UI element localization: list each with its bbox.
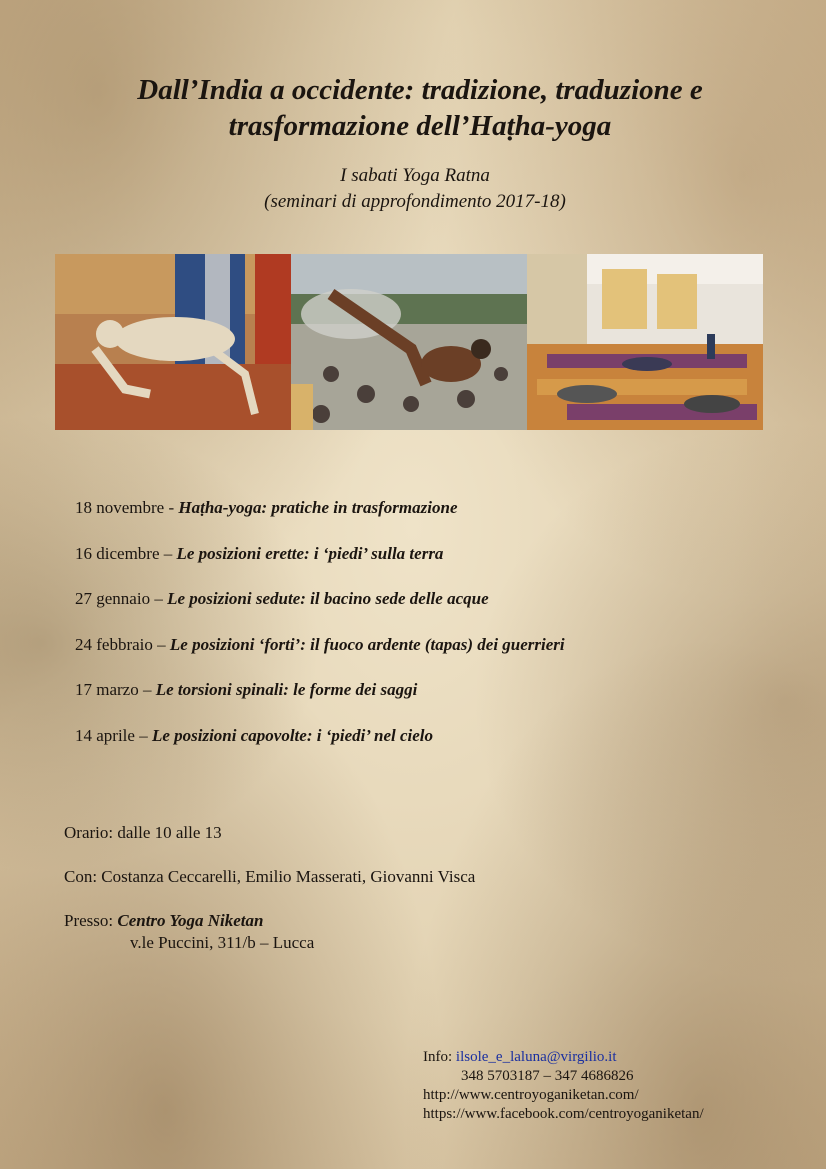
schedule-text: Orario: dalle 10 alle 13 (64, 823, 222, 842)
title-line-1: Dall’India a occidente: tradizione, traduzione e (137, 74, 703, 106)
email-link[interactable]: ilsole_e_laluna@virgilio.it (455, 1049, 617, 1065)
session-topic: Le torsioni spinali: le forme dei saggi (155, 680, 418, 699)
list-item (75, 633, 775, 679)
session-topic: Le posizioni sedute: il bacino sede delle acque (167, 589, 489, 608)
list-item (75, 542, 775, 588)
list-item (75, 724, 775, 770)
venue-label: Presso: (64, 911, 118, 930)
session-date: 14 aprile – (75, 725, 152, 745)
session-topic: Haṭha-yoga: pratiche in trasformazione (178, 498, 458, 517)
session-list (75, 496, 775, 769)
list-item (75, 496, 775, 542)
painting-image (55, 254, 291, 430)
title-line-2: trasformazione dell’Haṭha-yoga (228, 110, 612, 142)
email-line (423, 1048, 704, 1067)
info-label: Info: (423, 1049, 456, 1065)
venue (64, 910, 475, 932)
flyer-subtitle (60, 163, 770, 215)
list-item (75, 678, 775, 724)
session-topic: Le posizioni erette: i ‘piedi’ sulla terra (176, 543, 444, 563)
session-topic: Le posizioni capovolte: i ‘piedi’ nel cielo (151, 725, 434, 745)
photo-strip (55, 254, 763, 430)
event-details (64, 822, 475, 954)
facebook-link[interactable]: https://www.facebook.com/centroyoganiketan/ (423, 1106, 704, 1122)
session-date: 18 novembre - (75, 498, 179, 517)
flyer-title (60, 72, 780, 144)
session-date: 27 gennaio – (75, 589, 168, 608)
website-link[interactable]: http://www.centroyoganiketan.com/ (423, 1087, 639, 1103)
subtitle-line-1: I sabati Yoga Ratna (340, 165, 490, 186)
teachers-text: Con: Costanza Ceccarelli, Emilio Masserati, Giovanni Visca (64, 867, 476, 886)
venue-address: v.le Puccini, 311/b – Lucca (130, 933, 315, 952)
session-date: 16 dicembre – (75, 543, 177, 563)
session-date: 17 marzo – (75, 680, 156, 699)
session-date: 24 febbraio – (75, 634, 170, 654)
yogi-photo (291, 254, 527, 430)
subtitle-line-2: (seminari di approfondimento 2017-18) (264, 191, 566, 212)
list-item (75, 587, 775, 633)
session-topic: Le posizioni ‘forti’: il fuoco ardente (tapas) dei guerrieri (169, 634, 565, 654)
phone-numbers: 348 5703187 – 347 4686826 (461, 1068, 634, 1084)
venue-name: Centro Yoga Niketan (117, 911, 264, 930)
contact-info (423, 1048, 704, 1124)
yoga-class-photo (527, 254, 763, 430)
